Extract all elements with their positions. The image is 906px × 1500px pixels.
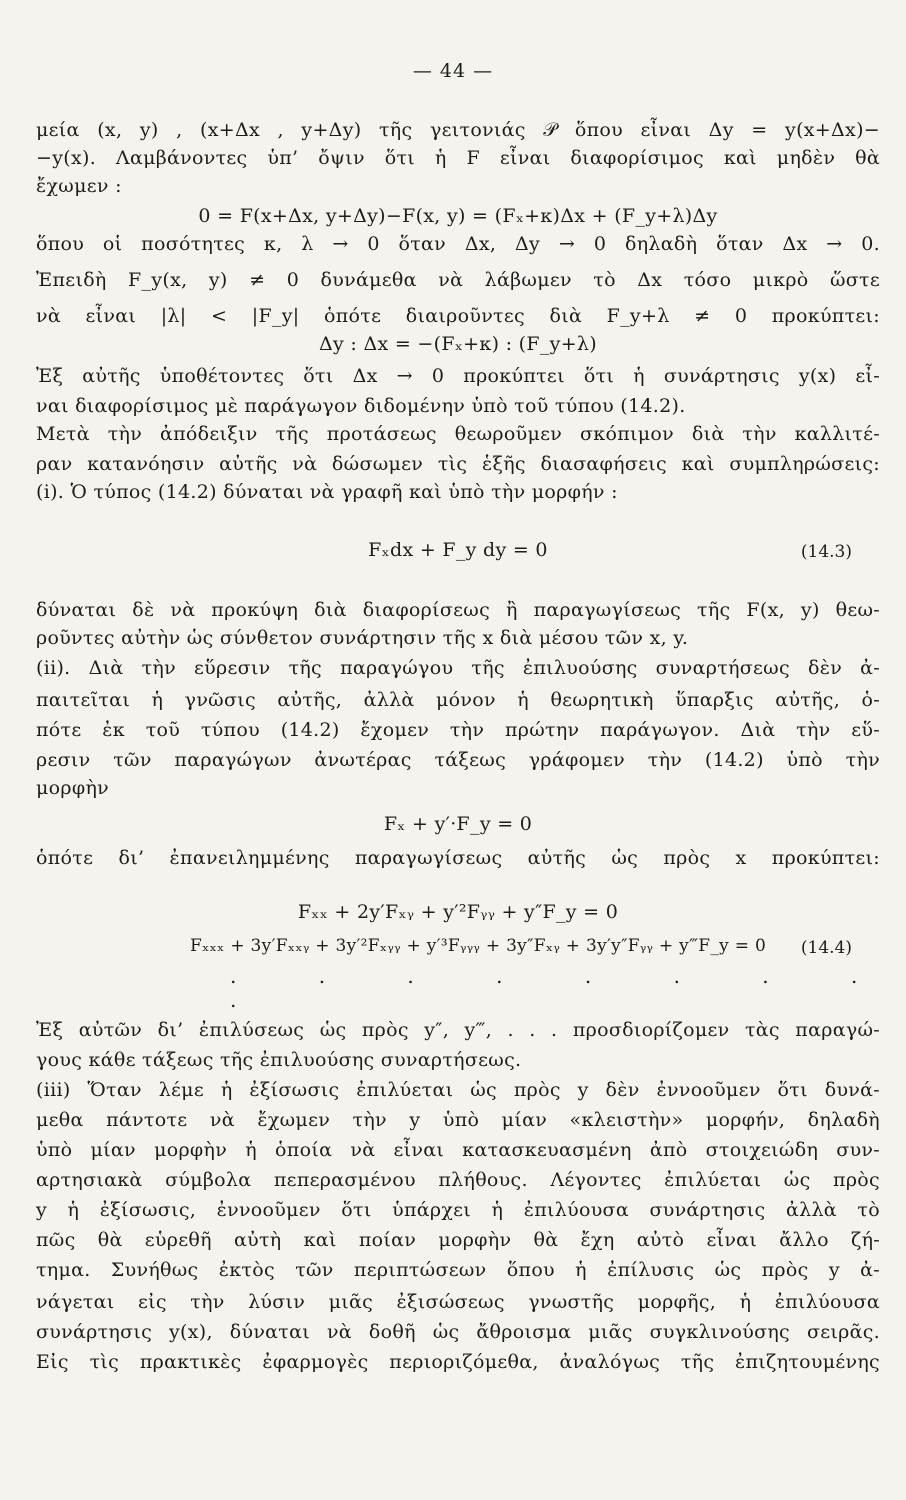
text-line: νάγεται εἰς τὴν λύσιν μιᾶς ἐξισώσεως γνωστῆς μορφῆς, ἡ ἐπιλύουσα <box>36 1291 880 1313</box>
text-line: νὰ εἶναι |λ| < |F_y| ὁπότε διαιροῦντες διὰ F_y+λ ≠ 0 προκύπτει: <box>36 305 880 327</box>
text-line: γους κάθε τάξεως τῆς ἐπιλυούσης συναρτήσεως. <box>36 1049 522 1071</box>
text-line: μορφὴν <box>36 777 109 799</box>
equation-14-3: Fₓdx + F_y dy = 0 <box>368 539 548 561</box>
text-line: Ἐξ αὐτῆς ὑποθέτοντες ὅτι Δx → 0 προκύπτει ὅτι ἡ συνάρτησις y(x) εἶ- <box>36 365 880 387</box>
equation-label: (14.3) <box>800 542 852 562</box>
text-line: μεία (x, y) , (x+Δx , y+Δy) τῆς γειτονιάς 𝒫 ὅπου εἶναι Δy = y(x+Δx)− <box>36 119 880 141</box>
text-line: ναι διαφορίσιμος μὲ παράγωγον διδομένην ὑπὸ τοῦ τύπου (14.2). <box>36 395 686 417</box>
text-line: Μετὰ τὴν ἀπόδειξιν τῆς προτάσεως θεωροῦμεν σκόπιμον διὰ τὴν καλλιτέ- <box>36 423 880 445</box>
text-line: πότε ἐκ τοῦ τύπου (14.2) ἔχομεν τὴν πρώτην παράγωγον. Διὰ τὴν εὕ- <box>36 719 880 741</box>
text-line: ὑπὸ μίαν μορφὴν ἡ ὁποία νὰ εἶναι κατασκευασμένη ἀπὸ στοιχειώδη συν- <box>36 1139 880 1161</box>
equation-label: (14.4) <box>800 938 852 958</box>
equation: Fₓₓ + 2y′Fₓᵧ + y′²Fᵧᵧ + y″F_y = 0 <box>297 901 619 923</box>
text-line: παιτεῖται ἡ γνῶσις αὐτῆς, ἀλλὰ μόνον ἡ θεωρητικὴ ὕπαρξις αὐτῆς, ὁ- <box>36 689 880 711</box>
text-line: (iii) Ὅταν λέμε ἡ ἐξίσωσις ἐπιλύεται ὡς πρὸς y δὲν ἐννοοῦμεν ὅτι δυνά- <box>36 1079 880 1101</box>
text-line: πῶς θὰ εὑρεθῆ αὐτὴ καὶ ποίαν μορφὴν θὰ ἔχη αὐτὸ εἶναι ἄλλο ζή- <box>36 1229 880 1251</box>
text-line: συνάρτησις y(x), δύναται νὰ δοθῆ ὡς ἄθροισμα μιᾶς συγκλινούσης σειρᾶς. <box>36 1321 880 1343</box>
equation: Δy : Δx = −(Fₓ+κ) : (F_y+λ) <box>319 333 597 355</box>
text-line: (ii). Διὰ τὴν εὕρεσιν τῆς παραγώγου τῆς ἐπιλυούσης συναρτήσεως δὲν ἀ- <box>36 657 880 679</box>
text-line: ροῦντες αὐτὴν ὡς σύνθετον συνάρτησιν τῆς x διὰ μέσου τῶν x, y. <box>36 627 689 649</box>
text-line: δύναται δὲ νὰ προκύψη διὰ διαφορίσεως ἢ παραγωγίσεως τῆς F(x, y) θεω- <box>36 599 880 621</box>
text-line: ὅπου οἱ ποσότητες κ, λ → 0 ὅταν Δx, Δy → 0 δηλαδὴ ὅταν Δx → 0. <box>36 233 880 255</box>
text-line: −y(x). Λαμβάνοντες ὑπ’ ὄψιν ὅτι ἡ F εἶναι διαφορίσιμος καὶ μηδὲν θὰ <box>36 147 880 169</box>
text-line: Εἰς τὶς πρακτικὲς ἐφαρμογὲς περιοριζόμεθα, ἀναλόγως τῆς ἐπιζητουμένης <box>36 1351 880 1373</box>
dot-row: . . . . . . . . . <box>230 964 896 1012</box>
text-line: (i). Ὁ τύπος (14.2) δύναται νὰ γραφῆ καὶ ὑπὸ τὴν μορφήν : <box>36 481 618 503</box>
text-line: τημα. Συνήθως ἐκτὸς τῶν περιπτώσεων ὅπου ἡ ἐπίλυσις ὡς πρὸς y ἀ- <box>36 1259 880 1281</box>
text-line: ἔχωμεν : <box>36 175 122 197</box>
text-line: y ἡ ἐξίσωσις, ἐννοοῦμεν ὅτι ὑπάρχει ἡ ἐπιλύουσα συνάρτησις ἀλλὰ τὸ <box>36 1199 880 1221</box>
equation: 0 = F(x+Δx, y+Δy)−F(x, y) = (Fₓ+κ)Δx + (F_y+λ)Δy <box>198 205 718 227</box>
text-line: ρεσιν τῶν παραγώγων ἀνωτέρας τάξεως γράφομεν τὴν (14.2) ὑπὸ τὴν <box>36 749 880 771</box>
equation-14-4: Fₓₓₓ + 3y′Fₓₓᵧ + 3y′²Fₓᵧᵧ + y′³Fᵧᵧᵧ + 3y″Fₓᵧ + 3y′y″Fᵧᵧ + y‴F_y = 0 <box>190 936 767 956</box>
page-number: — 44 — <box>412 60 494 82</box>
text-line: Ἐξ αὐτῶν δι’ ἐπιλύσεως ὡς πρὸς y″, y‴, . . . προσδιορίζομεν τὰς παραγώ- <box>36 1019 880 1041</box>
text-line: Ἐπειδὴ F_y(x, y) ≠ 0 δυνάμεθα νὰ λάβωμεν τὸ Δx τόσο μικρὸ ὥστε <box>36 269 880 291</box>
text-line: αρτησιακὰ σύμβολα πεπερασμένου πλήθους. Λέγοντες ἐπιλύεται ὡς πρὸς <box>36 1169 880 1191</box>
text-line: μεθα πάντοτε νὰ ἔχωμεν τὴν y ὑπὸ μίαν «κλειστὴν» μορφήν, δηλαδὴ <box>36 1109 880 1131</box>
text-line: ὁπότε δι’ ἐπανειλημμένης παραγωγίσεως αὐτῆς ὡς πρὸς x προκύπτει: <box>36 847 880 869</box>
equation: Fₓ + y′·F_y = 0 <box>383 813 533 835</box>
text-line: ραν κατανόησιν αὐτῆς νὰ δώσωμεν τὶς ἑξῆς διασαφήσεις καὶ συμπληρώσεις: <box>36 453 880 475</box>
